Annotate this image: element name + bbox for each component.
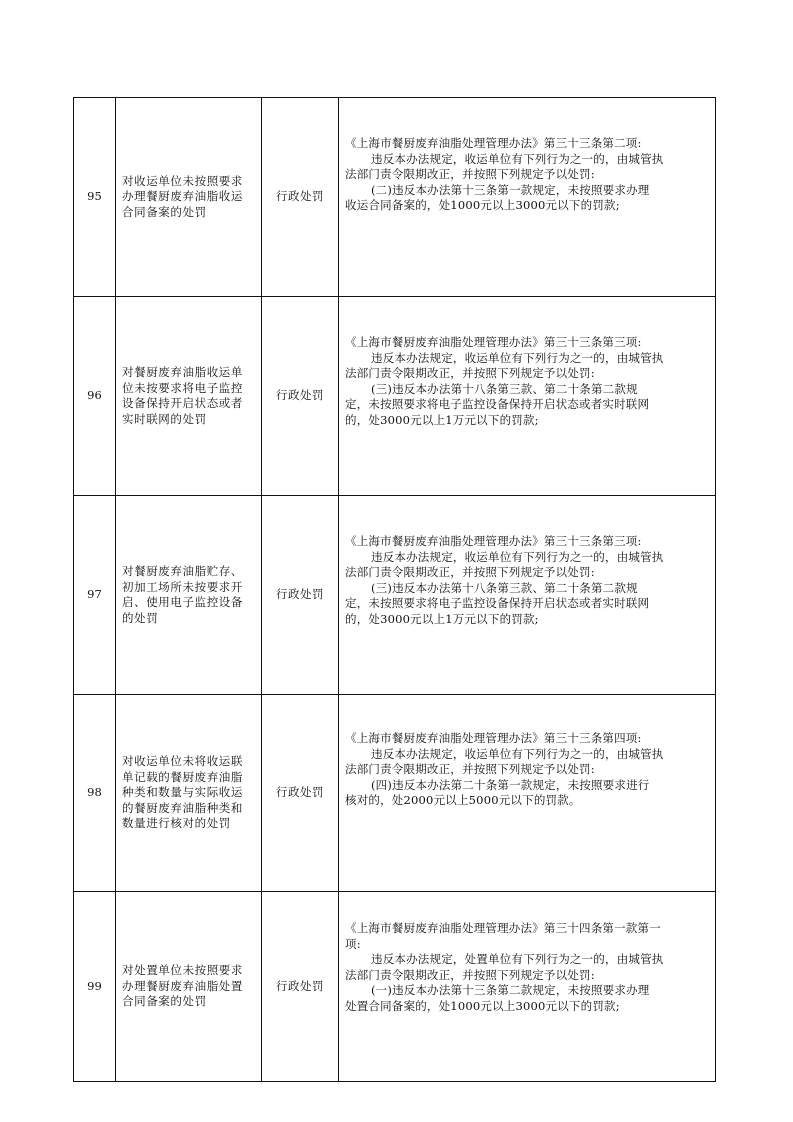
basis-line: 的，处3000元以上1万元以下的罚款; [345, 412, 539, 427]
item-subject: 对餐厨废弃油脂贮存、初加工场所未按要求开启、使用电子监控设备的处罚 [116, 496, 262, 695]
basis-line: 《上海市餐厨废弃油脂处理管理办法》第三十三条第三项: [345, 534, 642, 548]
item-type: 行政处罚 [262, 892, 339, 1082]
penalty-table [73, 97, 716, 1082]
item-type: 行政处罚 [262, 98, 339, 297]
basis-line: 项: [345, 936, 361, 951]
basis-line: 《上海市餐厨废弃油脂处理管理办法》第三十三条第四项: [345, 731, 642, 745]
item-subject: 对收运单位未按照要求办理餐厨废弃油脂收运合同备案的处罚 [116, 98, 262, 297]
basis-line: 法部门责令限期改正，并按照下列规定予以处罚: [345, 366, 595, 380]
item-legal-basis [339, 297, 716, 496]
basis-line: (三)违反本办法第十八条第三款、第二十条第二款规 [371, 381, 638, 396]
table-row [74, 297, 716, 496]
basis-line: 法部门责令限期改正，并按照下列规定予以处罚: [345, 967, 595, 982]
basis-line: 收运合同备案的，处1000元以上3000元以下的罚款; [345, 198, 620, 212]
basis-line: 的，处3000元以上1万元以下的罚款; [345, 611, 539, 626]
item-type: 行政处罚 [262, 297, 339, 496]
item-number: 99 [74, 892, 116, 1082]
item-subject: 对处置单位未按照要求办理餐厨废弃油脂处置合同备案的处罚 [116, 892, 262, 1082]
item-number: 96 [74, 297, 116, 496]
basis-line: 违反本办法规定，处置单位有下列行为之一的，由城管执 [371, 952, 664, 966]
table-row [74, 496, 716, 695]
basis-line: 违反本办法规定，收运单位有下列行为之一的，由城管执 [371, 549, 664, 564]
table-row [74, 695, 716, 892]
basis-line: 违反本办法规定，收运单位有下列行为之一的，由城管执 [371, 350, 664, 365]
basis-line: 《上海市餐厨废弃油脂处理管理办法》第三十三条第三项: [345, 335, 642, 349]
item-subject: 对收运单位未将收运联单记载的餐厨废弃油脂种类和数量与实际收运的餐厨废弃油脂种类和数量进行核对的处罚 [116, 695, 262, 892]
basis-line: 违反本办法规定，收运单位有下列行为之一的，由城管执 [371, 746, 664, 761]
basis-line: 处置合同备案的，处1000元以上3000元以下的罚款; [345, 998, 620, 1013]
item-legal-basis [339, 892, 716, 1082]
item-number: 95 [74, 98, 116, 297]
item-type: 行政处罚 [262, 695, 339, 892]
item-legal-basis [339, 98, 716, 297]
item-legal-basis [339, 496, 716, 695]
basis-line: (四)违反本办法第二十条第一款规定，未按照要求进行 [371, 777, 650, 792]
basis-line: (一)违反本办法第十三条第二款规定，未按照要求办理 [371, 983, 650, 997]
item-number: 97 [74, 496, 116, 695]
item-subject: 对餐厨废弃油脂收运单位未按要求将电子监控设备保持开启状态或者实时联网的处罚 [116, 297, 262, 496]
basis-line: 定，未按照要求将电子监控设备保持开启状态或者实时联网 [345, 397, 650, 411]
basis-line: 法部门责令限期改正，并按照下列规定予以处罚: [345, 762, 595, 776]
item-type: 行政处罚 [262, 496, 339, 695]
item-legal-basis [339, 695, 716, 892]
basis-line: 《上海市餐厨废弃油脂处理管理办法》第三十三条第二项: [345, 136, 642, 150]
basis-line: 法部门责令限期改正，并按照下列规定予以处罚: [345, 167, 595, 181]
basis-line: 法部门责令限期改正，并按照下列规定予以处罚: [345, 565, 595, 579]
basis-line: (二)违反本办法第十三条第一款规定，未按照要求办理 [371, 182, 650, 197]
table-row [74, 98, 716, 297]
basis-line: 核对的，处2000元以上5000元以下的罚款。 [345, 793, 581, 807]
basis-line: 定，未按照要求将电子监控设备保持开启状态或者实时联网 [345, 596, 650, 610]
basis-line: 《上海市餐厨废弃油脂处理管理办法》第三十四条第一款第一 [345, 921, 661, 935]
item-number: 98 [74, 695, 116, 892]
basis-line: 违反本办法规定，收运单位有下列行为之一的，由城管执 [371, 151, 664, 166]
table-row [74, 892, 716, 1082]
basis-line: (三)违反本办法第十八条第三款、第二十条第二款规 [371, 580, 638, 595]
